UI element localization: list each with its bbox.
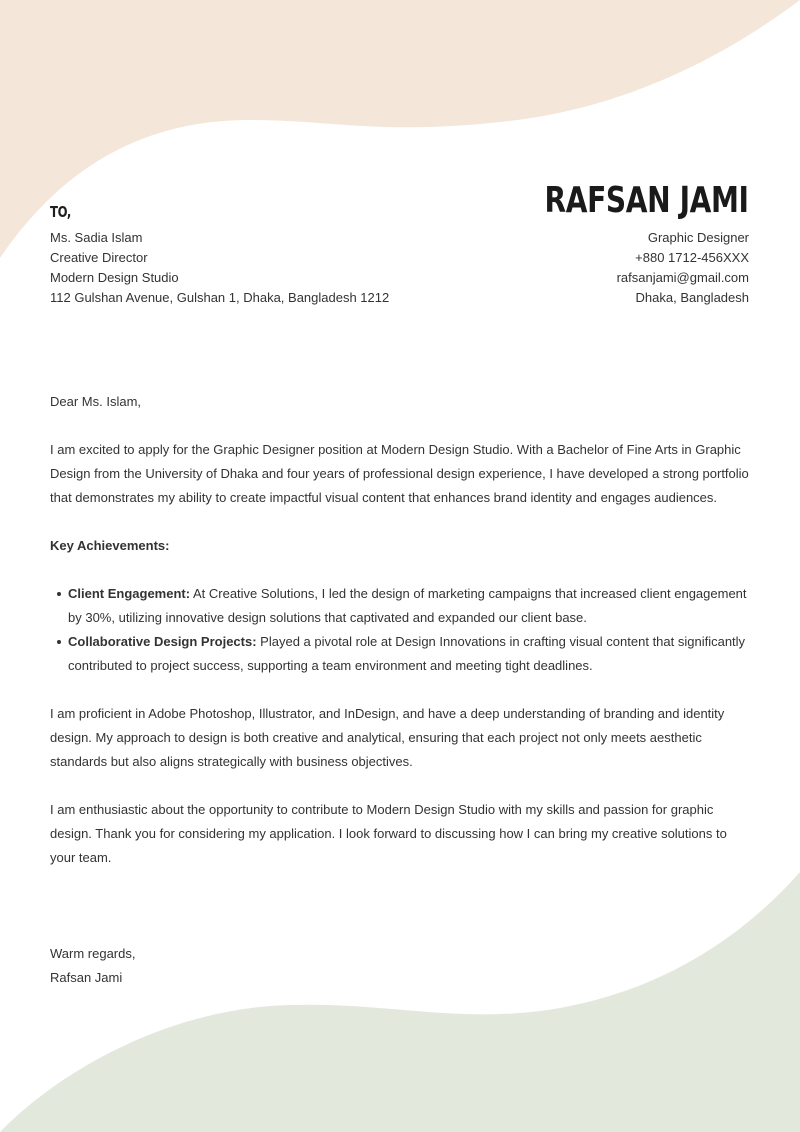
achievements-title: Key Achievements: <box>50 538 170 553</box>
sender-block <box>617 228 749 308</box>
intro-paragraph: I am excited to apply for the Graphic Designer position at Modern Design Studio. With a Bachelor of Fine Arts in Graphic Design from the University of Dhaka and four years of professional design experience, I have developed a strong portfolio that demonstrates my ability to create impactful visual content that enhances brand identity and engages audiences. <box>50 442 749 505</box>
achievement-label: Collaborative Design Projects: <box>68 634 257 649</box>
salutation: Dear Ms. Islam, <box>50 394 142 409</box>
achievement-label: Client Engagement: <box>68 586 191 601</box>
sender-title: Graphic Designer <box>647 230 749 245</box>
sender-phone: +880 1712-456XXX <box>635 250 749 265</box>
recipient-address: 112 Gulshan Avenue, Gulshan 1, Dhaka, Bangladesh 1212 <box>50 290 390 305</box>
achievement-item <box>68 582 755 630</box>
recipient-title: Creative Director <box>50 250 148 265</box>
recipient-name: Ms. Sadia Islam <box>50 230 143 245</box>
signoff: Warm regards, <box>50 946 136 961</box>
signoff-block <box>50 942 135 990</box>
achievement-item <box>68 630 755 678</box>
letter-body <box>50 390 755 894</box>
recipient-company: Modern Design Studio <box>50 270 179 285</box>
achievement-text: Played a pivotal role at Design Innovations in crafting visual content that significantly contributed to project success, supporting a team environment and meeting tight deadlines. <box>68 634 746 673</box>
sender-location: Dhaka, Bangladesh <box>635 290 749 305</box>
achievement-text: At Creative Solutions, I led the design of marketing campaigns that increased client engagement by 30%, utilizing innovative design solutions that captivated and expanded our client base. <box>68 586 747 625</box>
sender-name: RAFSAN JAMI <box>544 180 749 221</box>
sender-email: rafsanjami@gmail.com <box>616 270 749 285</box>
signature: Rafsan Jami <box>50 970 123 985</box>
closing-paragraph: I am enthusiastic about the opportunity to contribute to Modern Design Studio with my skills and passion for graphic design. Thank you for considering my application. I look forward to discussing how I can bring my creative solutions to your team. <box>50 802 727 865</box>
achievements-list <box>50 582 755 678</box>
skills-paragraph: I am proficient in Adobe Photoshop, Illustrator, and InDesign, and have a deep understanding of branding and identity design. My approach to design is both creative and analytical, ensuring that each project not only meets aesthetic standards but also aligns strategically with business objectives. <box>50 706 725 769</box>
recipient-block <box>50 228 389 308</box>
recipient-heading: TO, <box>50 203 71 221</box>
